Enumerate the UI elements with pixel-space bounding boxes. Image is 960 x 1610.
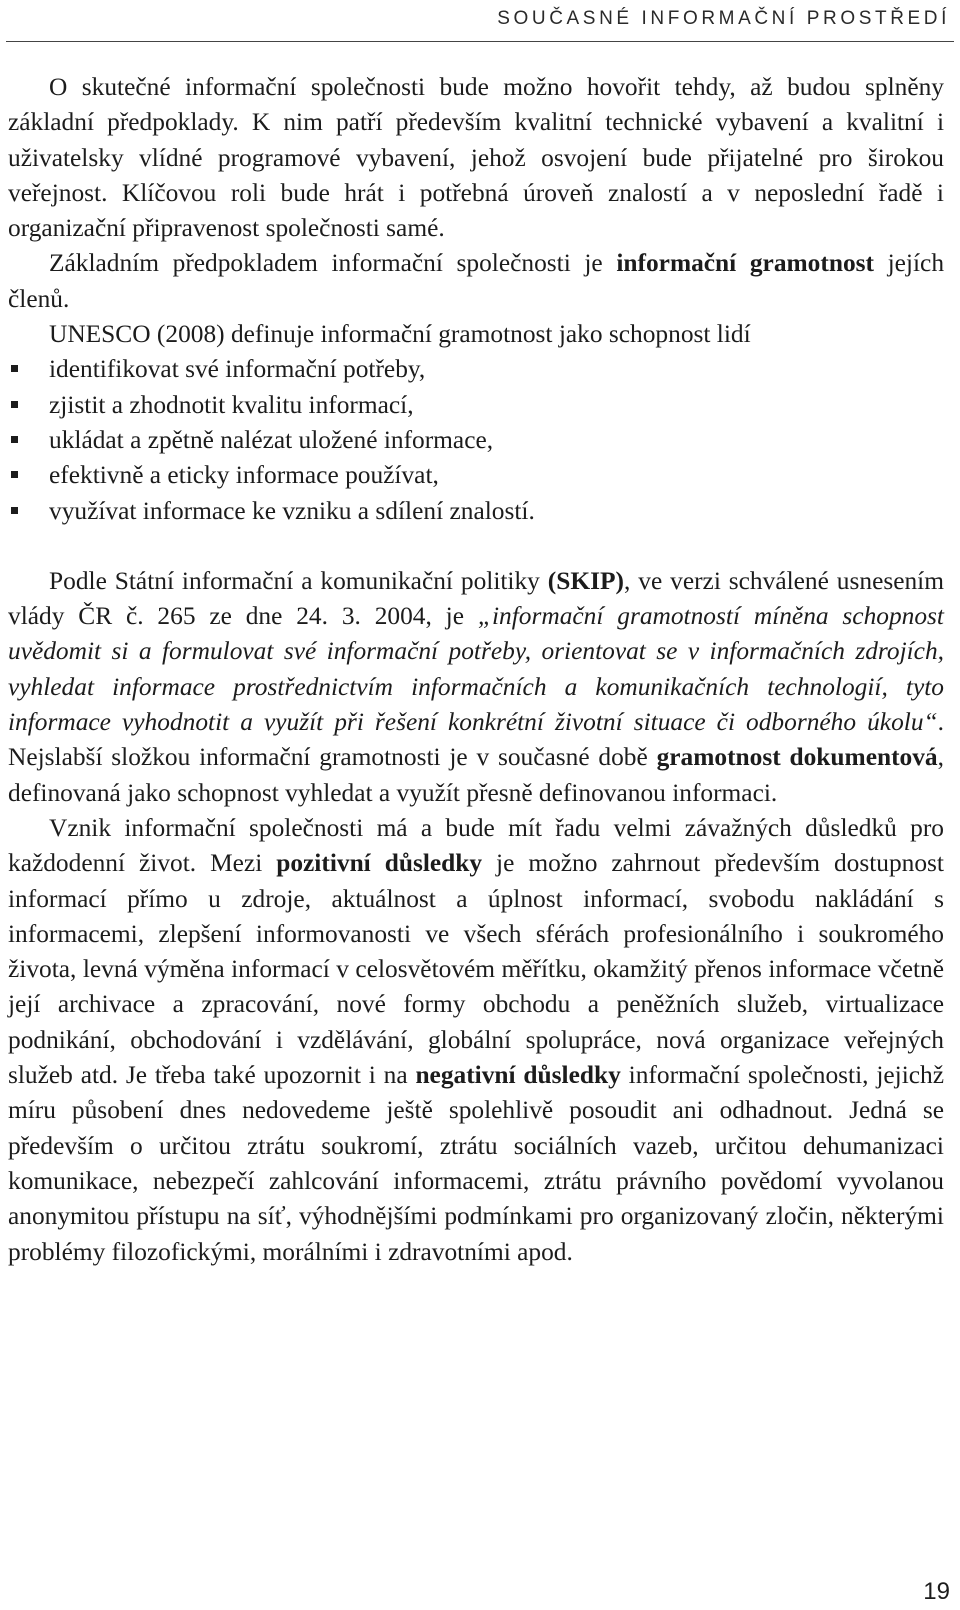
paragraph-spacer <box>8 529 944 564</box>
square-bullet-icon <box>11 507 18 514</box>
list-item-text: zjistit a zhodnotit kvalitu informací, <box>49 390 414 419</box>
list-item <box>8 352 944 387</box>
paragraph-4-text-c: . Nejslabší složkou informační gramotnosti je v současné době <box>8 708 944 772</box>
paragraph-4-text-b: , ve verzi schválené usnesením vlády ČR č. 265 ze dne 24. 3. 2004, je <box>8 566 944 631</box>
square-bullet-icon <box>11 401 18 408</box>
paragraph-5-text-c: informační společnosti, jejichž míru působení dnes nedovedeme ještě spolehlivě posoudit ani odhadnout. Jedná se především o určitou ztrátu soukromí, ztrátu sociálních vazeb, určitou dehumanizaci komunikace, nebezpečí zahlcování informacemi, ztrátu právního povědomí vyvolanou anonymitou přístupu na síť, výhodnějšími podmínkami pro organizovaný zločin, některými problémy filozofickými, morálními i zdravotními apod. <box>8 1061 944 1266</box>
paragraph-1-text: O skutečné informační společnosti bude možno hovořit tehdy, až budou splněny základní předpoklady. K nim patří především kvalitní technické vybavení a kvalitní i uživatelsky vlídné programové vybavení, jehož osvojení bude přijatelné pro širokou veřejnost. Klíčovou roli bude hrát i potřebná úroveň znalostí a v neposlední řadě i organizační připravenost společnosti samé. <box>8 73 944 243</box>
list-item-text: ukládat a zpětně nalézat uložené informace, <box>49 425 494 454</box>
paragraph-4-text-d: , definovaná jako schopnost vyhledat a využít přesně definovanou informaci. <box>8 743 944 807</box>
paragraph-5-text-a: Vznik informační společnosti má a bude mít řadu velmi závažných důsledků pro každodenní život. Mezi <box>8 813 944 878</box>
body-text <box>8 70 944 1270</box>
list-item-text: identifikovat své informační potřeby, <box>49 355 426 384</box>
paragraph-2-text-b: jejích členů. <box>8 249 945 313</box>
list-item <box>8 458 944 493</box>
paragraph-2 <box>8 246 944 317</box>
square-bullet-icon <box>11 436 18 443</box>
list-item <box>8 494 944 529</box>
square-bullet-icon <box>11 365 18 372</box>
paragraph-4-text-a: Podle Státní informační a komunikační politiky <box>49 566 548 595</box>
paragraph-4-bold-term: gramotnost dokumentová <box>656 743 938 772</box>
paragraph-5-text-b: je možno zahrnout především dostupnost informací přímo u zdroje, aktuálnost a úplnost informací, svobodu nakládání s informacemi, zlepšení informovanosti ve všech sférách profesionálního i soukromého života, levná výměna informací v celosvětovém měřítku, okamžitý přenos informace včetně její archivace a zpracování, nové formy obchodu a peněžních služeb, virtualizace podnikání, obchodování i vzdělávání, globální spolupráce, nová organizace veřejných služeb atd. Je třeba také upozornit i na <box>8 849 944 1090</box>
paragraph-1 <box>8 70 944 246</box>
list-item <box>8 423 944 458</box>
list-item-text: efektivně a eticky informace používat, <box>49 461 439 490</box>
paragraph-5-bold-positive: pozitivní důsledky <box>276 849 483 878</box>
paragraph-4-bold-skip: (SKIP) <box>547 566 624 595</box>
running-head: SOUČASNÉ INFORMAČNÍ PROSTŘEDÍ <box>497 8 950 29</box>
paragraph-2-bold-term: informační gramotnost <box>616 249 874 278</box>
list-item <box>8 388 944 423</box>
page-number: 19 <box>923 1578 950 1605</box>
paragraph-5 <box>8 811 944 1270</box>
square-bullet-icon <box>11 471 18 478</box>
paragraph-5-bold-negative: negativní důsledky <box>415 1061 621 1090</box>
paragraph-2-text-a: Základním předpokladem informační společnosti je <box>49 249 617 278</box>
header-rule <box>6 41 954 42</box>
paragraph-3-intro: UNESCO (2008) definuje informační gramotnost jako schopnost lidí <box>49 320 751 349</box>
paragraph-4-quotation: „informační gramotností míněna schopnost uvědomit si a formulovat své informační potřeby, orientovat se v informačních zdrojích, vyhledat informace prostřednictvím informačních a komunikačních technologií, tyto informace vyhodnotit a využít při řešení konkrétní životní situace či odborného úkolu“ <box>8 602 944 737</box>
bullet-list <box>8 352 944 528</box>
list-item-text: využívat informace ke vzniku a sdílení znalostí. <box>49 496 535 525</box>
paragraph-4 <box>8 564 944 811</box>
